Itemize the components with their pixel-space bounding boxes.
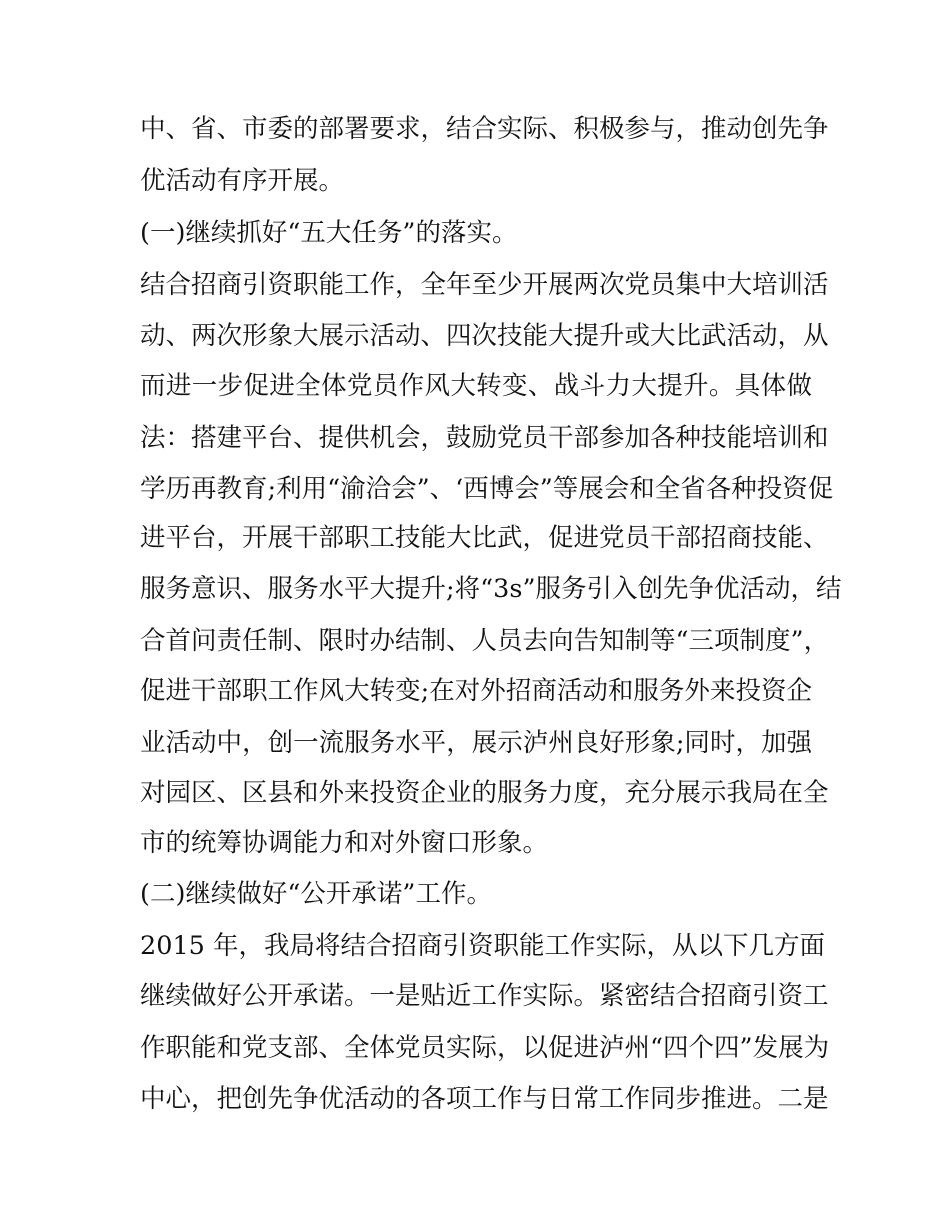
text-line: 中、省、市委的部署要求，结合实际、积极参与，推动创先争 <box>140 114 829 144</box>
text-line: 业活动中，创一流服务水平，展示泸州良好形象;同时，加强 <box>140 728 812 758</box>
text-line: 作职能和党支部、全体党员实际，以促进泸州“四个四”发展为 <box>140 1033 830 1063</box>
text-line: 促进干部职工作风大转变;在对外招商活动和服务外来投资企 <box>140 676 812 706</box>
text-line: (一)继续抓好“五大任务”的落实。 <box>140 218 518 248</box>
text-line: 对园区、区县和外来投资企业的服务力度，充分展示我局在全 <box>140 778 829 808</box>
text-line: 而进一步促进全体党员作风大转变、战斗力大提升。具体做 <box>140 371 812 401</box>
text-line: 优活动有序开展。 <box>140 166 345 196</box>
text-line: 2015 年，我局将结合招商引资职能工作实际，从以下几方面 <box>140 931 826 961</box>
text-line: 进平台，开展干部职工技能大比武，促进党员干部招商技能、 <box>140 523 829 553</box>
text-line: 服务意识、服务水平大提升;将“3s”服务引入创先争优活动，结 <box>140 574 842 604</box>
text-line: 动、两次形象大展示活动、四次技能大提升或大比武活动，从 <box>140 321 829 351</box>
text-line: 市的统筹协调能力和对外窗口形象。 <box>140 828 549 858</box>
text-line: 结合招商引资职能工作，全年至少开展两次党员集中大培训活 <box>140 270 829 300</box>
text-line: 继续做好公开承诺。一是贴近工作实际。紧密结合招商引资工 <box>140 981 829 1011</box>
text-line: 法：搭建平台、提供机会，鼓励党员干部参加各种技能培训和 <box>140 423 829 453</box>
text-line: 中心，把创先争优活动的各项工作与日常工作同步推进。二是 <box>140 1084 829 1114</box>
text-line: 学历再教育;利用“渝洽会”、‘西博会”等展会和全省各种投资促 <box>140 474 834 504</box>
text-line: 合首问责任制、限时办结制、人员去向告知制等“三项制度”， <box>140 626 830 656</box>
text-line: (二)继续做好“公开承诺”工作。 <box>140 879 492 909</box>
